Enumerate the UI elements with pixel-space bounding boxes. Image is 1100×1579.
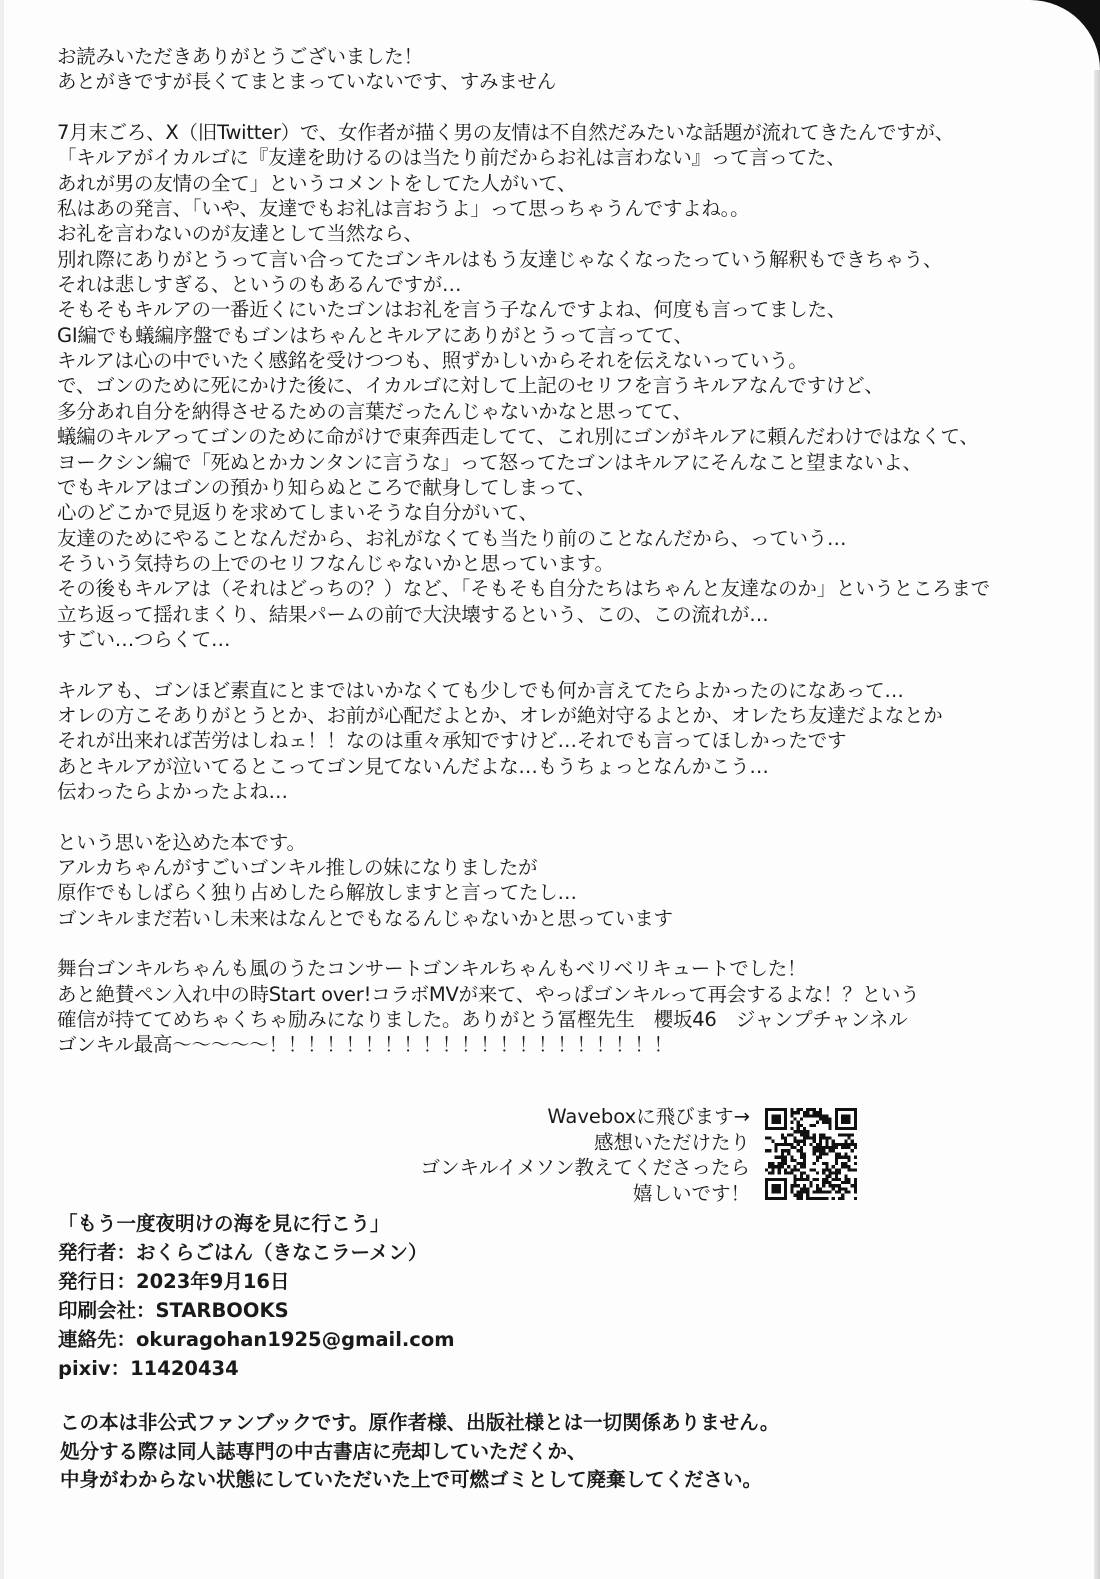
text-line: ゴンキル最高〜〜〜〜〜！！！！！！！！！！！！！！！！！！！！！ <box>57 1033 673 1057</box>
text-line: 伝わったらよかったよね… <box>57 779 288 803</box>
text-line: それは悲しすぎる、というのもあるんですが… <box>57 273 462 297</box>
text-line: 私はあの発言、「いや、友達でもお礼は言おうよ」って思っちゃうんですよね。。 <box>57 197 750 221</box>
text-line: 多分あれ自分を納得させるための言葉だったんじゃないかなと思ってて、 <box>57 399 692 423</box>
text-line: GI編でも蟻編序盤でもゴンはちゃんとキルアにありがとうって言ってて、 <box>57 323 693 347</box>
text-line: 嬉しいです！ <box>632 1181 750 1205</box>
text-line: ゴンキルイメソン教えてくださったら <box>420 1156 750 1179</box>
text-line: 処分する際は同人誌専門の中古書店に売却していただくか、 <box>60 1439 587 1463</box>
text-line: でもキルアはゴンの預かり知らぬところで献身してしまって、 <box>57 475 596 499</box>
afterword-paragraph-5 <box>57 956 1087 1057</box>
text-line: 友達のためにやることなんだから、お礼がなくても当たり前のことなんだから、っていう… <box>57 526 847 550</box>
text-line: ヨークシン編で「死ぬとかカンタンに言うな」って怒ってたゴンはキルアにそんなこと望まないよ、 <box>57 450 922 474</box>
afterword-paragraph-4 <box>57 830 1087 931</box>
afterword-text <box>57 44 1087 1058</box>
printer: 印刷会社：STARBOOKS <box>58 1298 289 1322</box>
text-line: 確信が持ててめちゃくちゃ励みになりました。ありがとう冨樫先生 櫻坂46 ジャンプチャンネル <box>57 1008 908 1032</box>
text-line: すごい…つらくて… <box>57 627 231 651</box>
text-line: 別れ際にありがとうって言い合ってたゴンキルはもう友達じゃなくなったっていう解釈もできちゃう、 <box>57 247 943 271</box>
text-line: キルアも、ゴンほど素直にとまではいかなくても少しでも何か言えてたらよかったのになあって… <box>57 678 904 702</box>
text-line: あとがきですが長くてまとまっていないです、すみません <box>57 70 556 94</box>
text-line: 感想いただけたり <box>593 1130 750 1154</box>
text-line: キルアは心の中でいたく感銘を受けつつも、照ずかしいからそれを伝えないっていう。 <box>57 349 808 373</box>
publisher: 発行者：おくらごはん（きなこラーメン） <box>58 1240 428 1264</box>
text-line: 中身がわからない状態にしていただいた上で可燃ゴミとして廃棄してください。 <box>60 1468 763 1491</box>
wavebox-link-text[interactable]: Waveboxに飛びます→ <box>547 1105 750 1128</box>
text-line: 心のどこかで見返りを求めてしまいそうな自分がいて、 <box>57 501 538 525</box>
book-title: 「もう一度夜明けの海を見に行こう」 <box>58 1212 390 1235</box>
text-line: そういう気持ちの上でのセリフなんじゃないかと思っています。 <box>57 551 614 575</box>
text-line: アルカちゃんがすごいゴンキル推しの妹になりましたが <box>57 856 538 879</box>
text-line: 舞台ゴンキルちゃんも風のうたコンサートゴンキルちゃんもベリベリキュートでした！ <box>57 957 807 981</box>
text-line: 原作でもしばらく独り占めしたら解放しますと言ってたし… <box>57 881 577 905</box>
contact-email: 連絡先：okuragohan1925@gmail.com <box>58 1327 455 1351</box>
disclaimer <box>60 1409 779 1495</box>
text-line: 「キルアがイカルゴに『友達を助けるのは当たり前だからお礼は言わない』って言ってた、 <box>57 146 846 170</box>
text-line: オレの方こそありがとうとか、お前が心配だよとか、オレが絶対守るよとか、オレたち友達だよなとか <box>57 703 943 727</box>
text-line: で、ゴンのために死にかけた後に、イカルゴに対して上記のセリフを言うキルアなんですけど、 <box>57 374 884 398</box>
text-line: この本は非公式ファンブックです。原作者様、出版社様とは一切関係ありません。 <box>60 1411 780 1434</box>
text-line: 蟻編のキルアってゴンのために命がけで東奔西走してて、これ別にゴンがキルアに頼んだわけではなくて、 <box>57 425 979 449</box>
page-left-edge <box>0 0 4 1579</box>
wavebox-note <box>360 1104 750 1206</box>
publish-date: 発行日：2023年9月16日 <box>58 1269 290 1293</box>
text-line: ゴンキルまだ若いし未来はなんとでもなるんじゃないかと思っています <box>57 906 673 930</box>
afterword-paragraph-1 <box>57 44 1087 95</box>
text-line: お礼を言わないのが友達として当然なら、 <box>57 222 423 246</box>
text-line: あとキルアが泣いてるとこってゴン見てないんだよな…もうちょっとなんかこう… <box>57 754 769 778</box>
pixiv-id: pixiv：11420434 <box>58 1356 239 1380</box>
qr-code-icon[interactable] <box>765 1108 857 1200</box>
text-line: あれが男の友情の全て」というコメントをしてた人がいて、 <box>57 171 577 195</box>
text-line: それが出来れば苦労はしねェ！！なのは重々承知ですけど…それでも言ってほしかったです <box>57 729 847 753</box>
text-line: その後もキルアは（それはどっちの？）など、「そもそも自分たちはちゃんと友達なのか」というところまで <box>57 577 990 601</box>
text-line: 立ち返って揺れまくり、結果パームの前で大決壊するという、この、この流れが… <box>57 602 769 626</box>
text-line: 7月末ごろ、X（旧Twitter）で、女作者が描く男の友情は不自然だみたいな話題が流れてきたんですが、 <box>57 121 954 145</box>
colophon <box>58 1210 455 1383</box>
text-line: お読みいただきありがとうございました！ <box>57 45 423 68</box>
page-right-edge <box>1094 60 1100 1579</box>
afterword-paragraph-2 <box>57 120 1087 652</box>
text-line: あと絶賛ペン入れ中の時Start over!コラボMVが来て、やっぱゴンキルって再会するよな！？という <box>57 982 920 1006</box>
text-line: そもそもキルアの一番近くにいたゴンはお礼を言う子なんですよね、何度も言ってました、 <box>57 298 847 322</box>
text-line: という思いを込めた本です。 <box>57 830 306 854</box>
afterword-paragraph-3 <box>57 678 1087 805</box>
